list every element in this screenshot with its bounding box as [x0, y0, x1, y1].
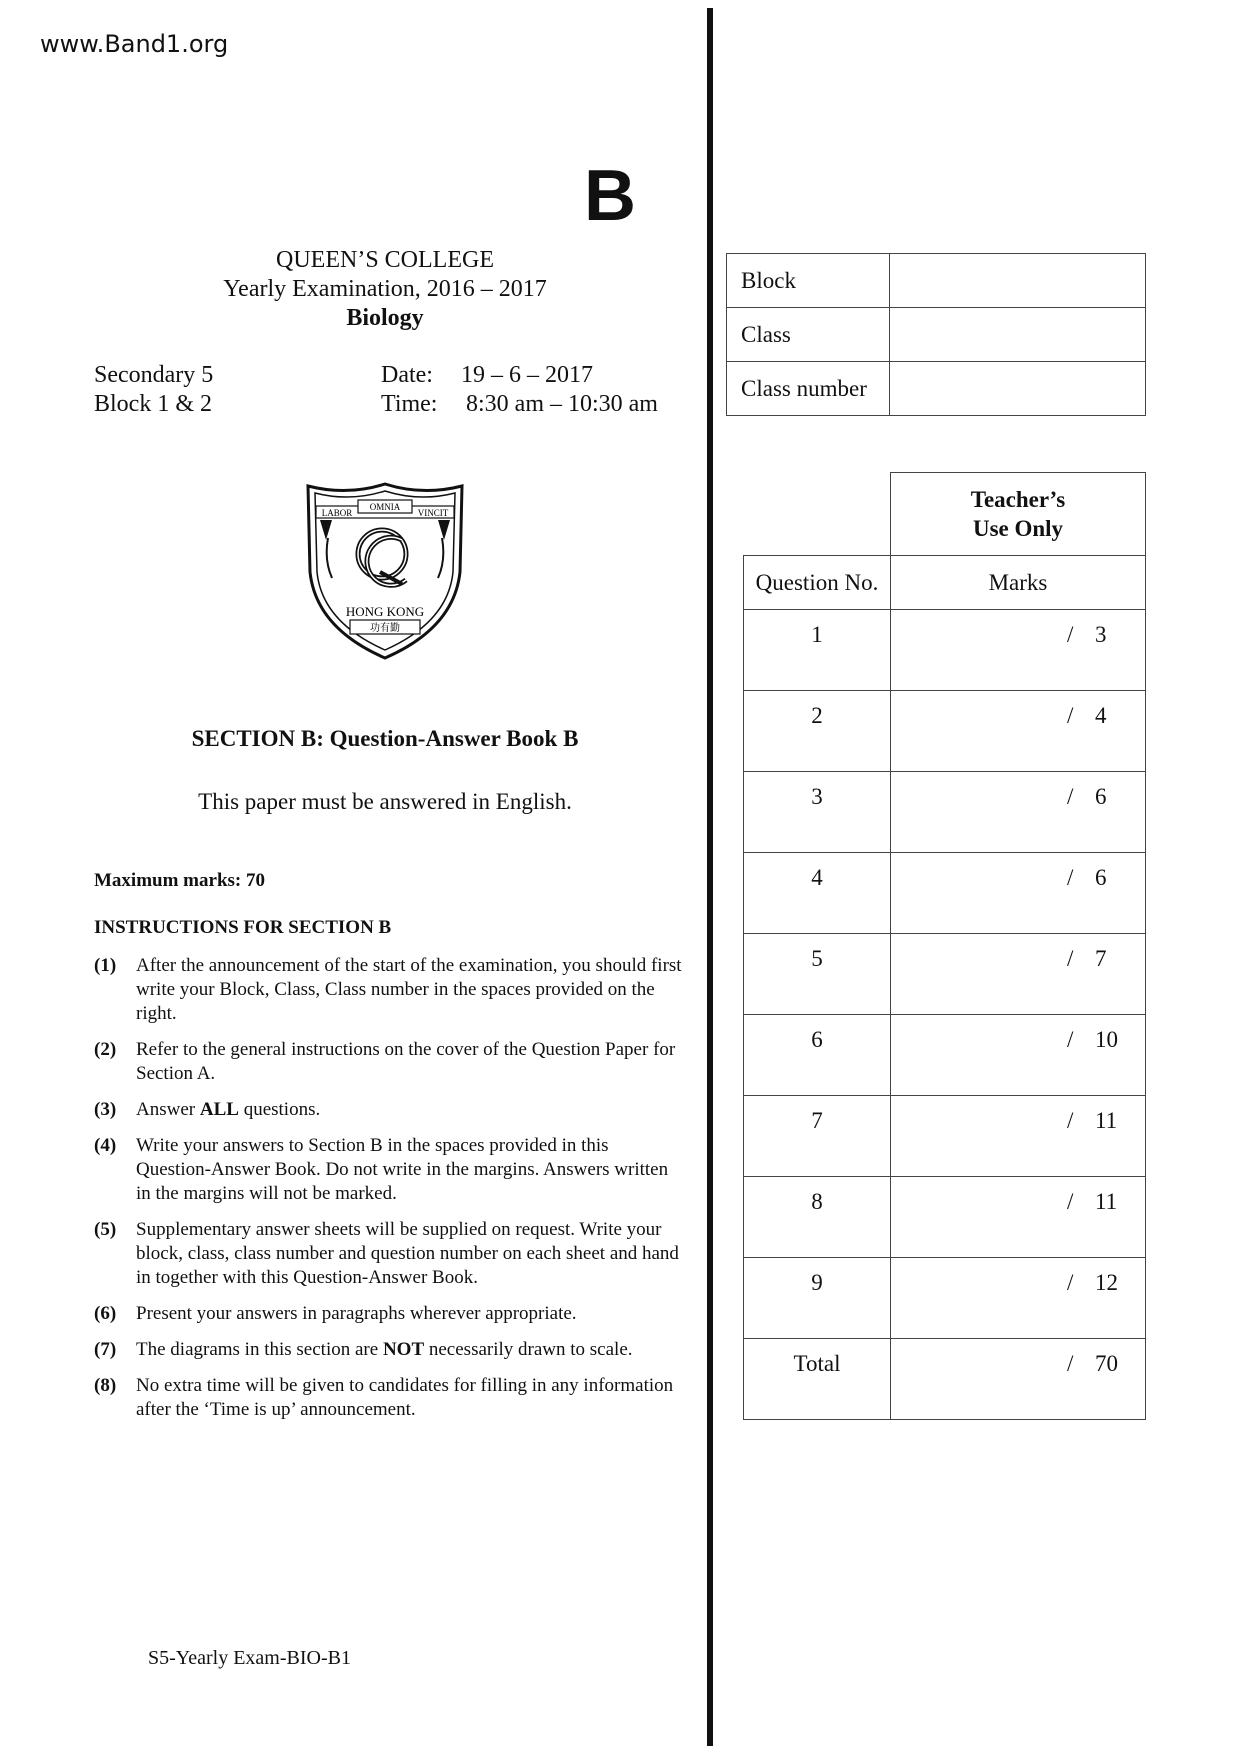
instruction-text	[136, 1374, 684, 1422]
marks-cell[interactable]	[891, 1339, 1146, 1420]
marks-row	[744, 1258, 1146, 1339]
instruction-text-part: questions.	[238, 1099, 321, 1120]
instruction-item	[94, 1374, 684, 1422]
teacher-header-row	[744, 473, 1146, 556]
form-level: Secondary 5	[94, 362, 214, 388]
question-number-cell: 9	[744, 1258, 891, 1339]
max-marks-value: 4	[1095, 703, 1107, 728]
marks-row	[744, 934, 1146, 1015]
instruction-number: (6)	[94, 1303, 117, 1324]
candidate-info-table	[726, 253, 1146, 416]
date-row	[381, 361, 658, 390]
candidate-info-label: Class number	[727, 362, 890, 416]
instruction-number: (3)	[94, 1099, 117, 1120]
question-number-cell: 2	[744, 691, 891, 772]
crest-motto-right: VINCIT	[417, 508, 449, 518]
time-row	[381, 390, 658, 419]
marks-row	[744, 853, 1146, 934]
marks-row	[744, 1177, 1146, 1258]
teacher-header-line1: Teacher’s	[970, 487, 1066, 512]
candidate-info-field[interactable]	[890, 308, 1146, 362]
question-number-cell: 4	[744, 853, 891, 934]
instruction-text	[136, 1338, 633, 1362]
marks-slash: /	[1067, 1351, 1074, 1376]
marks-cell[interactable]	[891, 853, 1146, 934]
instruction-text-part: No extra time will be given to candidates for filling in any information after the ‘Time is up’ announcement.	[136, 1375, 674, 1420]
crest-place: HONG KONG	[345, 604, 425, 619]
question-no-header: Question No.	[744, 556, 891, 610]
school-crest-logo	[302, 480, 468, 662]
marks-cell[interactable]	[891, 772, 1146, 853]
instruction-number: (8)	[94, 1375, 117, 1396]
instruction-item	[94, 1218, 684, 1290]
crest-chinese: 功有勤	[370, 623, 400, 634]
form-blocks: Block 1 & 2	[94, 391, 212, 417]
watermark-text: www.Band1.org	[40, 30, 229, 58]
instructions-list	[94, 954, 684, 1434]
form-info	[94, 361, 213, 419]
instruction-text	[136, 1134, 684, 1206]
book-letter: B	[584, 156, 636, 236]
marks-slash: /	[1067, 622, 1074, 647]
school-name: QUEEN’S COLLEGE	[276, 247, 494, 273]
instruction-text-part: After the announcement of the start of the examination, you should first write your Block, Class, Class number in the spaces provided on the right.	[136, 955, 682, 1024]
marks-slash: /	[1067, 1027, 1074, 1052]
subject-title: Biology	[346, 305, 424, 331]
instruction-text-part: Supplementary answer sheets will be supplied on request. Write your block, class, class number and question number on each sheet and hand in together with this Question-Answer Book.	[136, 1219, 679, 1288]
question-number-cell: 3	[744, 772, 891, 853]
instruction-item	[94, 954, 684, 1026]
instruction-text-part: Refer to the general instructions on the cover of the Question Paper for Section A.	[136, 1039, 676, 1084]
marks-cell[interactable]	[891, 1177, 1146, 1258]
marks-row	[744, 1096, 1146, 1177]
time-label: Time:	[381, 391, 438, 417]
max-marks-value: 6	[1095, 784, 1107, 809]
crest-motto-center: OMNIA	[369, 502, 401, 512]
marks-slash: /	[1067, 1108, 1074, 1133]
crest-motto-left: LABOR	[321, 508, 353, 518]
instruction-text	[136, 1218, 684, 1290]
marks-row	[744, 772, 1146, 853]
instruction-number: (5)	[94, 1219, 117, 1240]
instruction-text	[136, 1302, 577, 1326]
marks-cell[interactable]	[891, 691, 1146, 772]
max-marks-value: 11	[1095, 1108, 1118, 1133]
marks-slash: /	[1067, 1189, 1074, 1214]
max-marks-value: 6	[1095, 865, 1107, 890]
max-marks-value: 10	[1095, 1027, 1118, 1052]
max-marks-value: 11	[1095, 1189, 1118, 1214]
question-number-cell: 7	[744, 1096, 891, 1177]
instructions-title: INSTRUCTIONS FOR SECTION B	[94, 917, 392, 938]
date-value: 19 – 6 – 2017	[461, 362, 593, 388]
max-marks-value: 70	[1095, 1351, 1118, 1376]
marks-cell[interactable]	[891, 610, 1146, 691]
instruction-emphasis: NOT	[382, 1339, 425, 1360]
header-blank-cell	[744, 473, 891, 556]
question-number-cell: Total	[744, 1339, 891, 1420]
instruction-text	[136, 1098, 320, 1122]
instruction-number: (4)	[94, 1135, 117, 1156]
instruction-text	[136, 954, 684, 1026]
instruction-text-part: The diagrams in this section are	[136, 1339, 383, 1360]
exam-title: Yearly Examination, 2016 – 2017	[223, 276, 547, 302]
instruction-text-part: Answer	[136, 1099, 200, 1120]
instruction-number: (2)	[94, 1039, 117, 1060]
candidate-info-field[interactable]	[890, 362, 1146, 416]
date-label: Date:	[381, 362, 433, 388]
marks-slash: /	[1067, 1270, 1074, 1295]
marks-row	[744, 1339, 1146, 1420]
max-marks-value: 3	[1095, 622, 1107, 647]
marks-cell[interactable]	[891, 1096, 1146, 1177]
instruction-item	[94, 1038, 684, 1086]
instruction-text-part: necessarily drawn to scale.	[424, 1339, 633, 1360]
marks-cell[interactable]	[891, 1258, 1146, 1339]
marks-cell[interactable]	[891, 1015, 1146, 1096]
candidate-info-row	[727, 362, 1146, 416]
marks-header: Marks	[891, 556, 1146, 610]
question-number-cell: 1	[744, 610, 891, 691]
vertical-divider	[707, 8, 713, 1746]
instruction-item	[94, 1134, 684, 1206]
marks-cell[interactable]	[891, 934, 1146, 1015]
candidate-info-row	[727, 308, 1146, 362]
question-number-cell: 6	[744, 1015, 891, 1096]
maximum-marks: Maximum marks: 70	[94, 870, 265, 891]
candidate-info-field[interactable]	[890, 254, 1146, 308]
candidate-info-row	[727, 254, 1146, 308]
question-number-cell: 8	[744, 1177, 891, 1258]
max-marks-value: 12	[1095, 1270, 1118, 1295]
instruction-item	[94, 1302, 684, 1326]
language-note: This paper must be answered in English.	[198, 789, 572, 814]
column-header-row	[744, 556, 1146, 610]
marks-slash: /	[1067, 784, 1074, 809]
marks-row	[744, 691, 1146, 772]
marks-row	[744, 1015, 1146, 1096]
question-number-cell: 5	[744, 934, 891, 1015]
instruction-text-part: Write your answers to Section B in the spaces provided in this Question-Answer Book. Do not write in the margins. Answers written in the margins will not be marked.	[136, 1135, 669, 1204]
time-value: 8:30 am – 10:30 am	[466, 391, 658, 417]
marks-slash: /	[1067, 703, 1074, 728]
teacher-header-line2: Use Only	[972, 516, 1064, 541]
teacher-use-only-header	[891, 473, 1146, 556]
instruction-item	[94, 1338, 684, 1362]
candidate-info-label: Class	[727, 308, 890, 362]
max-marks-value: 7	[1095, 946, 1107, 971]
candidate-info-label: Block	[727, 254, 890, 308]
section-title: SECTION B: Question-Answer Book B	[191, 726, 579, 751]
instruction-emphasis: ALL	[199, 1099, 239, 1120]
teacher-marks-table	[743, 472, 1146, 1420]
marks-row	[744, 610, 1146, 691]
instruction-item	[94, 1098, 684, 1122]
instruction-text	[136, 1038, 684, 1086]
footer-code: S5-Yearly Exam-BIO-B1	[148, 1647, 351, 1669]
date-time-info	[381, 361, 658, 419]
instruction-text-part: Present your answers in paragraphs wherever appropriate.	[136, 1303, 577, 1324]
instruction-number: (1)	[94, 955, 117, 976]
marks-slash: /	[1067, 865, 1074, 890]
marks-slash: /	[1067, 946, 1074, 971]
instruction-number: (7)	[94, 1339, 117, 1360]
